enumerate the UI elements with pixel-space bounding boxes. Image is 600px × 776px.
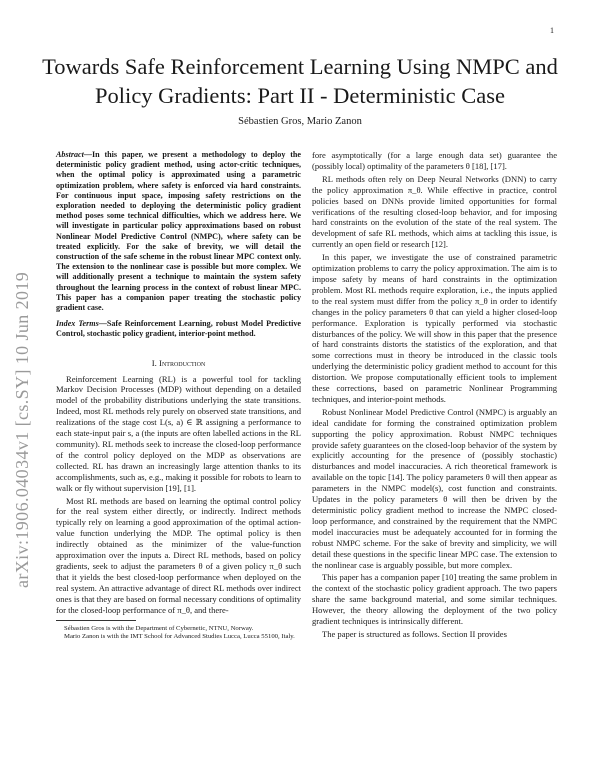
footnote: Mario Zanon is with the IMT School for Advanced Studies Lucca, Lucca 55100, Italy. [64,632,295,640]
paragraph: Reinforcement Learning (RL) is a powerful tool for tackling Markov Decision Processes (MDP) without depending on a detailed model of the probability distributions underlying the state transitions. Indeed, most RL methods rely purely on observed state transitions, and realizations of the stage cost L(s, a) ∈ ℝ assigning a performance to each state-input pair s, a (the inputs are often labelled actions in the RL community). RL methods seek to increase the closed-loop performance of the control policy deployed on the MDP as observations are collected. RL has drawn an increasingly large attention thanks to its accomplishments, such as, e.g., making it possible for robots to learn to walk or fly without supervision [19], [1]. [56,373,301,493]
footnotes [56,620,301,642]
paragraph: RL methods often rely on Deep Neural Networks (DNN) to carry the policy approximation π_θ. While effective in practice, control policies based on DNNs provide limited opportunities for formal verifications of the resulting closed-loop behavior, and for imposing hard constraints on the evolution of the state of the real system. The development of safe RL methods, which aims at tackling this issue, is currently an open field or research [12]. [312,173,557,250]
index-terms-text: —Safe Reinforcement Learning, robust Model Predictive Control, stochastic policy gradient, interior-point method. [56,319,301,339]
index-terms-label: Index Terms [56,319,99,329]
paragraph: The paper is structured as follows. Section II provides [322,628,507,639]
paragraph: fore asymptotically (for a large enough data set) guarantee the (possibly local) optimality of the parameters θ [18], [17]. [312,150,557,171]
section-heading: I. Introduction [151,357,206,368]
paper-title: Towards Safe Reinforcement Learning Using NMPC and Policy Gradients: Part II - Deterministic Case [42,54,558,108]
paragraph: Robust Nonlinear Model Predictive Control (NMPC) is arguably an ideal candidate for forming the constrained optimization problem supporting the policy approximation. Robust NMPC techniques provide safety guarantees on the closed-loop behavior of the system by explicitly accounting for the presence of (possibly stochastic) disturbances and model inaccuracies. A rich theoretical framework is available on the topic [14]. The policy parameters θ will then appear as parameters in the NMPC model(s), cost function and constraints. Updates in the policy parameters θ will then be driven by the deterministic policy gradient method to increase the NMPC closed-loop performance, and constrained by the requirement that the NMPC model inaccuracies must be adequately accounted for in forming the robust NMPC scheme. For the sake of brevity and simplicity, we will detail these questions in the specific linear MPC case. The extension to the nonlinear case is arguably possible, but more complex. [312,406,557,570]
abstract-label: Abstract— [56,150,92,159]
arxiv-stamp: arXiv:1906.04034v1 [cs.SY] 10 Jun 2019 [12,271,32,588]
paragraph: This paper has a companion paper [10] treating the same problem in the context of the stochastic policy gradient approach. The two papers share the same background material, and some similar techniques. However, the theory allowing the deployment of the two policy gradient techniques is intrinsically different. [312,572,557,627]
footnote-rule [56,620,136,621]
right-column [312,150,557,642]
left-column [56,150,301,641]
index-terms [56,319,301,339]
abstract [56,150,301,313]
authors: Sébastien Gros, Mario Zanon [238,116,362,127]
paragraph: Most RL methods are based on learning the optimal control policy for the real system either directly, or indirectly. Indirect methods typically rely on learning a good approximation of the optimal action-value function underlying the MDP. The optimal policy is then indirectly obtained as the minimizer of the value-function approximation over the inputs a. Direct RL methods, based on policy gradients, seek to adjust the parameters θ of a given policy π_θ such that it yields the best closed-loop performance when deployed on the real system. An attractive advantage of direct RL methods over indirect ones is that they are based on formal necessary conditions of optimality for the closed-loop performance of π_θ, and there- [56,495,301,615]
footnote: Sébastien Gros is with the Department of Cybernetic, NTNU, Norway. [64,624,254,632]
paragraph: In this paper, we investigate the use of constrained parametric optimization problems to carry the policy approximation. The aim is to impose safety by means of hard constraints in the optimization problem. Most RL methods require exploration, i.e., the inputs applied to the real system must differ from the policy π_θ in order to identify changes in the policy parameters θ that can yield a higher closed-loop performance. Exploration is typically performed via stochastic disturbances of the policy. We will show in this paper that the presence of hard constraints distorts the statistics of the exploration, and that some corrections must in theory be introduced in the classic tools underlying the deterministic policy gradient method to account for this distortion. We propose computationally efficient tools to implement these corrections, based on parametric Nonlinear Programming techniques, and interior-point methods. [312,252,557,404]
page-number: 1 [550,26,554,35]
abstract-text: In this paper, we present a methodology to deploy the deterministic policy gradient method, using actor-critic techniques, when the optimal policy is approximated using a parametric optimization problem, where safety is enforced via hard constraints. For continuous input space, imposing safety restrictions on the exploration needed to deploying the deterministic policy gradient method poses some technical difficulties, which we address here. We will investigate in particular policy approximations based on robust Nonlinear Model Predictive Control (NMPC), where safety can be treated explicitly. For the sake of brevity, we will detail the construction of the safe scheme in the robust linear MPC context only. The extension to the nonlinear case is possible but more complex. We will additionally present a technique to maintain the system safety throughout the learning process in the context of robust linear MPC. This paper has a companion paper treating the stochastic policy gradient case. [56,150,301,313]
